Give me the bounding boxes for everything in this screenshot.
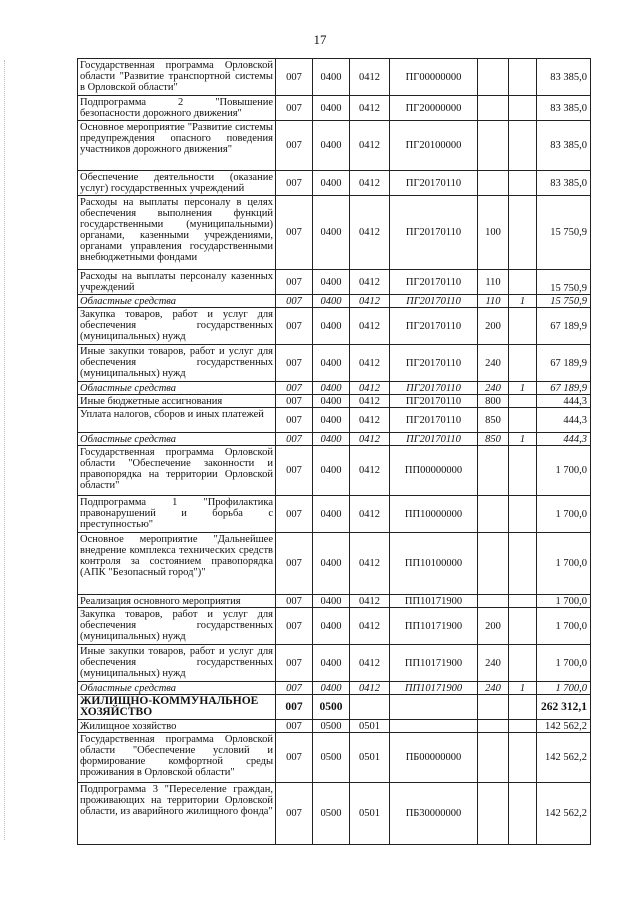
row-expense-type-code: [478, 121, 509, 171]
row-funding-source: [509, 645, 537, 682]
row-target-item-code: ПП10171900: [390, 595, 478, 608]
row-ministry-code: 007: [276, 733, 313, 783]
row-section-code: 0500: [313, 733, 350, 783]
row-amount: 1 700,0: [537, 645, 591, 682]
row-section-code: 0400: [313, 446, 350, 496]
row-ministry-code: 007: [276, 408, 313, 433]
row-expense-type-code: 240: [478, 345, 509, 382]
row-ministry-code: 007: [276, 295, 313, 308]
row-target-item-code: ПП10000000: [390, 496, 478, 533]
row-ministry-code: 007: [276, 720, 313, 733]
row-expense-type-code: [478, 733, 509, 783]
row-target-item-code: ПП10171900: [390, 645, 478, 682]
table-row: [78, 121, 591, 171]
row-funding-source: 1: [509, 295, 537, 308]
row-amount: 262 312,1: [537, 695, 591, 720]
row-section-code: 0400: [313, 295, 350, 308]
row-funding-source: [509, 59, 537, 96]
row-amount: 1 700,0: [537, 595, 591, 608]
row-name-cell: Жилищное хозяйство: [78, 720, 276, 733]
row-funding-source: [509, 270, 537, 295]
table-row: [78, 433, 591, 446]
row-target-item-code: ПГ20170110: [390, 270, 478, 295]
row-expense-type-code: [478, 446, 509, 496]
row-name-cell: Государственная программа Орловской области "Обеспечение законности и правопорядка на территории Орловской области": [78, 446, 276, 496]
row-amount: 83 385,0: [537, 59, 591, 96]
row-name-cell: Иные бюджетные ассигнования: [78, 395, 276, 408]
row-subsection-code: 0501: [350, 783, 390, 845]
row-section-code: 0400: [313, 496, 350, 533]
row-amount: 83 385,0: [537, 121, 591, 171]
row-expense-type-code: [478, 96, 509, 121]
row-name-cell: Обеспечение деятельности (оказание услуг) государственных учреждений: [78, 171, 276, 196]
row-name-cell: Закупка товаров, работ и услуг для обеспечения государственных (муниципальных) нужд: [78, 608, 276, 645]
row-expense-type-code: [478, 59, 509, 96]
row-name-cell: Основное мероприятие "Дальнейшее внедрение комплекса технических средств контроля за состоянием правопорядка (АПК "Безопасный город")": [78, 533, 276, 595]
row-name-cell: Областные средства: [78, 682, 276, 695]
row-subsection-code: 0412: [350, 270, 390, 295]
row-target-item-code: ПГ20000000: [390, 96, 478, 121]
row-amount: 142 562,2: [537, 720, 591, 733]
row-target-item-code: ПП10171900: [390, 608, 478, 645]
table-row: [78, 408, 591, 433]
table-row: [78, 645, 591, 682]
row-funding-source: [509, 121, 537, 171]
row-section-code: 0400: [313, 595, 350, 608]
row-target-item-code: ПГ20170110: [390, 395, 478, 408]
row-subsection-code: 0412: [350, 395, 390, 408]
row-name-cell: ЖИЛИЩНО-КОММУНАЛЬНОЕ ХОЗЯЙСТВО: [78, 695, 276, 720]
row-section-code: 0400: [313, 96, 350, 121]
row-ministry-code: 007: [276, 59, 313, 96]
row-expense-type-code: [478, 171, 509, 196]
row-ministry-code: 007: [276, 682, 313, 695]
table-row: [78, 720, 591, 733]
row-funding-source: [509, 171, 537, 196]
row-amount: 1 700,0: [537, 533, 591, 595]
table-row: [78, 496, 591, 533]
row-amount: 83 385,0: [537, 171, 591, 196]
row-subsection-code: 0412: [350, 446, 390, 496]
row-subsection-code: 0412: [350, 433, 390, 446]
table-row: [78, 608, 591, 645]
row-funding-source: [509, 308, 537, 345]
row-expense-type-code: 110: [478, 295, 509, 308]
row-target-item-code: ПГ20170110: [390, 382, 478, 395]
row-funding-source: [509, 446, 537, 496]
row-name-cell: Областные средства: [78, 433, 276, 446]
row-amount: 444,3: [537, 433, 591, 446]
row-name-cell: Подпрограмма 1 "Профилактика правонарушений и борьба с преступностью": [78, 496, 276, 533]
row-section-code: 0400: [313, 608, 350, 645]
row-target-item-code: ПП10100000: [390, 533, 478, 595]
row-name-cell: Иные закупки товаров, работ и услуг для обеспечения государственных (муниципальных) нужд: [78, 345, 276, 382]
table-row: [78, 533, 591, 595]
row-section-code: 0500: [313, 720, 350, 733]
row-ministry-code: 007: [276, 446, 313, 496]
row-expense-type-code: 800: [478, 395, 509, 408]
row-funding-source: [509, 720, 537, 733]
row-subsection-code: 0412: [350, 533, 390, 595]
page-number: 17: [313, 32, 327, 47]
table-row: [78, 59, 591, 96]
row-name-cell: Иные закупки товаров, работ и услуг для обеспечения государственных (муниципальных) нужд: [78, 645, 276, 682]
row-target-item-code: [390, 695, 478, 720]
row-amount: 67 189,9: [537, 345, 591, 382]
row-ministry-code: 007: [276, 395, 313, 408]
row-name-cell: Основное мероприятие "Развитие системы предупреждения опасного поведения участников дорожного движения": [78, 121, 276, 171]
row-funding-source: 1: [509, 682, 537, 695]
row-target-item-code: ПГ20170110: [390, 295, 478, 308]
row-subsection-code: 0501: [350, 720, 390, 733]
row-amount: 1 700,0: [537, 446, 591, 496]
row-funding-source: [509, 533, 537, 595]
row-subsection-code: 0412: [350, 308, 390, 345]
row-subsection-code: 0412: [350, 295, 390, 308]
row-amount: 1 700,0: [537, 496, 591, 533]
table-row: [78, 196, 591, 270]
row-amount: 83 385,0: [537, 96, 591, 121]
row-ministry-code: 007: [276, 382, 313, 395]
row-section-code: 0400: [313, 533, 350, 595]
row-subsection-code: 0412: [350, 171, 390, 196]
row-target-item-code: ПГ20170110: [390, 171, 478, 196]
row-funding-source: [509, 608, 537, 645]
row-ministry-code: 007: [276, 433, 313, 446]
row-section-code: 0400: [313, 395, 350, 408]
row-subsection-code: [350, 695, 390, 720]
row-subsection-code: 0412: [350, 408, 390, 433]
row-expense-type-code: 110: [478, 270, 509, 295]
row-subsection-code: 0501: [350, 733, 390, 783]
table-row: [78, 308, 591, 345]
row-subsection-code: 0412: [350, 345, 390, 382]
row-funding-source: 1: [509, 382, 537, 395]
row-name-cell: Расходы на выплаты персоналу в целях обеспечения выполнения функций государственными (муниципальными) органами, казенными учреждениями, органами управления государственными внебюджетными фондами: [78, 196, 276, 270]
table-row: [78, 395, 591, 408]
row-section-code: 0400: [313, 171, 350, 196]
row-ministry-code: 007: [276, 270, 313, 295]
table-row: [78, 345, 591, 382]
row-expense-type-code: [478, 496, 509, 533]
row-expense-type-code: 850: [478, 433, 509, 446]
row-target-item-code: ПГ20170110: [390, 345, 478, 382]
row-name-cell: Реализация основного мероприятия: [78, 595, 276, 608]
row-target-item-code: ПГ00000000: [390, 59, 478, 96]
row-name-cell: Подпрограмма 3 "Переселение граждан, проживающих на территории Орловской области, из аварийного жилищного фонда": [78, 783, 276, 845]
row-ministry-code: 007: [276, 171, 313, 196]
row-subsection-code: 0412: [350, 382, 390, 395]
row-expense-type-code: [478, 533, 509, 595]
row-funding-source: 1: [509, 433, 537, 446]
row-ministry-code: 007: [276, 96, 313, 121]
table-row: [78, 382, 591, 395]
row-target-item-code: ПГ20170110: [390, 433, 478, 446]
row-name-cell: Уплата налогов, сборов и иных платежей: [78, 408, 276, 433]
row-expense-type-code: 200: [478, 608, 509, 645]
row-expense-type-code: 850: [478, 408, 509, 433]
row-ministry-code: 007: [276, 533, 313, 595]
row-section-code: 0400: [313, 59, 350, 96]
row-subsection-code: 0412: [350, 682, 390, 695]
table-row: [78, 595, 591, 608]
row-target-item-code: ПГ20170110: [390, 196, 478, 270]
row-target-item-code: ПГ20100000: [390, 121, 478, 171]
row-section-code: 0400: [313, 270, 350, 295]
row-expense-type-code: 240: [478, 682, 509, 695]
row-funding-source: [509, 345, 537, 382]
row-subsection-code: 0412: [350, 645, 390, 682]
row-ministry-code: 007: [276, 496, 313, 533]
row-expense-type-code: 100: [478, 196, 509, 270]
row-section-code: 0400: [313, 121, 350, 171]
row-amount: 1 700,0: [537, 608, 591, 645]
row-subsection-code: 0412: [350, 608, 390, 645]
row-ministry-code: 007: [276, 783, 313, 845]
row-funding-source: [509, 783, 537, 845]
table-row: [78, 295, 591, 308]
row-amount: 142 562,2: [537, 783, 591, 845]
row-funding-source: [509, 196, 537, 270]
row-funding-source: [509, 395, 537, 408]
row-amount: 444,3: [537, 408, 591, 433]
row-subsection-code: 0412: [350, 196, 390, 270]
row-section-code: 0400: [313, 308, 350, 345]
row-ministry-code: 007: [276, 121, 313, 171]
row-section-code: 0500: [313, 695, 350, 720]
row-amount: 15 750,9: [537, 270, 591, 295]
row-section-code: 0400: [313, 345, 350, 382]
row-subsection-code: 0412: [350, 96, 390, 121]
table-row: [78, 682, 591, 695]
row-subsection-code: 0412: [350, 595, 390, 608]
row-section-code: 0400: [313, 408, 350, 433]
budget-table-body: [78, 59, 591, 845]
row-expense-type-code: [478, 695, 509, 720]
row-section-code: 0400: [313, 645, 350, 682]
row-expense-type-code: [478, 595, 509, 608]
table-row: [78, 96, 591, 121]
row-name-cell: Областные средства: [78, 382, 276, 395]
row-funding-source: [509, 733, 537, 783]
row-funding-source: [509, 96, 537, 121]
row-name-cell: Подпрограмма 2 "Повышение безопасности дорожного движения": [78, 96, 276, 121]
row-subsection-code: 0412: [350, 496, 390, 533]
row-ministry-code: 007: [276, 695, 313, 720]
row-section-code: 0500: [313, 783, 350, 845]
row-target-item-code: ПБ00000000: [390, 733, 478, 783]
row-amount: 142 562,2: [537, 733, 591, 783]
row-section-code: 0400: [313, 433, 350, 446]
row-expense-type-code: 240: [478, 382, 509, 395]
row-funding-source: [509, 496, 537, 533]
row-subsection-code: 0412: [350, 121, 390, 171]
row-target-item-code: [390, 720, 478, 733]
row-amount: 15 750,9: [537, 295, 591, 308]
row-amount: 444,3: [537, 395, 591, 408]
table-row: [78, 270, 591, 295]
row-amount: 67 189,9: [537, 382, 591, 395]
row-expense-type-code: 240: [478, 645, 509, 682]
row-amount: 1 700,0: [537, 682, 591, 695]
row-expense-type-code: 200: [478, 308, 509, 345]
row-name-cell: Закупка товаров, работ и услуг для обеспечения государственных (муниципальных) нужд: [78, 308, 276, 345]
budget-table: [77, 58, 591, 845]
row-target-item-code: ПГ20170110: [390, 308, 478, 345]
row-ministry-code: 007: [276, 308, 313, 345]
row-expense-type-code: [478, 720, 509, 733]
table-row: [78, 783, 591, 845]
row-name-cell: Расходы на выплаты персоналу казенных учреждений: [78, 270, 276, 295]
row-ministry-code: 007: [276, 608, 313, 645]
row-section-code: 0400: [313, 382, 350, 395]
row-ministry-code: 007: [276, 345, 313, 382]
row-funding-source: [509, 408, 537, 433]
row-amount: 67 189,9: [537, 308, 591, 345]
row-expense-type-code: [478, 783, 509, 845]
row-target-item-code: ПП00000000: [390, 446, 478, 496]
row-name-cell: Областные средства: [78, 295, 276, 308]
binding-margin-mark: [4, 60, 9, 840]
row-subsection-code: 0412: [350, 59, 390, 96]
row-section-code: 0400: [313, 196, 350, 270]
row-ministry-code: 007: [276, 645, 313, 682]
row-name-cell: Государственная программа Орловской области "Развитие транспортной системы в Орловской области": [78, 59, 276, 96]
table-row: [78, 446, 591, 496]
row-ministry-code: 007: [276, 595, 313, 608]
row-target-item-code: ПБ30000000: [390, 783, 478, 845]
row-funding-source: [509, 595, 537, 608]
row-amount: 15 750,9: [537, 196, 591, 270]
table-row: [78, 733, 591, 783]
row-name-cell: Государственная программа Орловской области "Обеспечение условий и формирование комфортной среды проживания в Орловской области": [78, 733, 276, 783]
row-funding-source: [509, 695, 537, 720]
row-ministry-code: 007: [276, 196, 313, 270]
row-target-item-code: ПП10171900: [390, 682, 478, 695]
table-row: [78, 695, 591, 720]
table-row: [78, 171, 591, 196]
row-section-code: 0400: [313, 682, 350, 695]
row-target-item-code: ПГ20170110: [390, 408, 478, 433]
